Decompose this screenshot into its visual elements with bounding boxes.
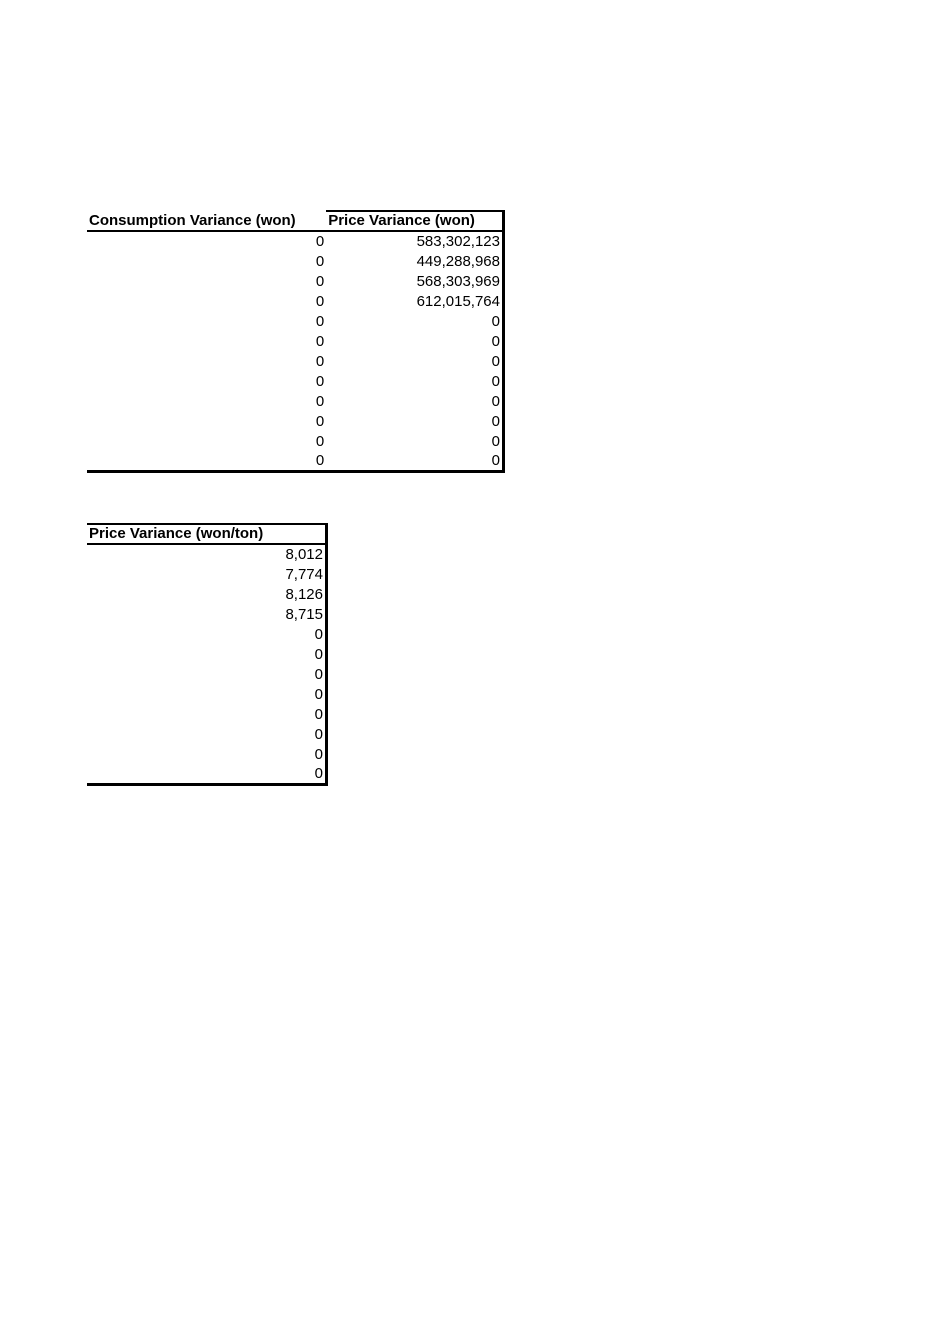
table-row [87,764,327,784]
table-row [87,664,327,684]
table-row [87,231,504,251]
price-variance-per-ton-header[interactable]: Price Variance (won/ton) [87,524,327,544]
table-row [87,724,327,744]
table-row [87,644,327,664]
table-row [87,431,504,451]
table-row [87,564,327,584]
price-variance-cell[interactable]: 449,288,968 [326,251,503,271]
price-variance-cell[interactable]: 0 [326,391,503,411]
table-row [87,604,327,624]
price-variance-per-ton-cell[interactable]: 0 [87,744,327,764]
table-row [87,291,504,311]
consumption-variance-cell[interactable]: 0 [315,313,325,330]
table-row [87,391,504,411]
table-row [87,624,327,644]
consumption-variance-cell[interactable]: 0 [315,293,325,310]
consumption-variance-header[interactable]: Consumption Variance (won) [87,211,326,231]
table-row [87,584,327,604]
price-variance-cell[interactable]: 0 [326,351,503,371]
price-variance-per-ton-cell[interactable]: 0 [87,764,327,784]
consumption-variance-cell[interactable]: 0 [315,373,325,390]
consumption-variance-cell[interactable]: 0 [315,433,325,450]
consumption-variance-cell[interactable]: 0 [315,253,325,270]
consumption-variance-cell[interactable]: 0 [87,451,326,471]
price-variance-per-ton-cell[interactable]: 0 [87,704,327,724]
table-row [87,271,504,291]
table-row [87,451,504,471]
table-row [87,704,327,724]
variance-table-body [87,231,504,471]
table-row [87,251,504,271]
price-variance-cell[interactable]: 583,302,123 [326,231,503,251]
price-variance-cell[interactable]: 0 [326,311,503,331]
price-variance-cell[interactable]: 0 [326,371,503,391]
price-variance-per-ton-cell[interactable]: 0 [87,644,327,664]
table-row [87,371,504,391]
unit-price-variance-table-body [87,544,327,784]
unit-price-variance-table [87,523,328,786]
table-header-row [87,524,327,544]
table-row [87,544,327,564]
price-variance-per-ton-cell[interactable]: 7,774 [87,564,327,584]
consumption-variance-cell[interactable]: 0 [315,233,325,250]
table-row [87,411,504,431]
price-variance-per-ton-cell[interactable]: 0 [87,684,327,704]
price-variance-per-ton-cell[interactable]: 8,012 [87,544,327,564]
consumption-variance-cell[interactable]: 0 [315,273,325,290]
price-variance-cell[interactable]: 612,015,764 [326,291,503,311]
table-header-row [87,211,504,231]
table-row [87,311,504,331]
consumption-variance-cell[interactable]: 0 [315,393,325,410]
table-row [87,684,327,704]
price-variance-per-ton-cell[interactable]: 0 [87,624,327,644]
price-variance-per-ton-cell[interactable]: 0 [87,664,327,684]
table-row [87,351,504,371]
price-variance-header[interactable]: Price Variance (won) [326,211,503,231]
price-variance-cell[interactable]: 0 [326,431,503,451]
table-row [87,331,504,351]
consumption-variance-cell[interactable]: 0 [315,353,325,370]
price-variance-cell[interactable]: 0 [326,451,503,471]
price-variance-cell[interactable]: 0 [326,411,503,431]
price-variance-cell[interactable]: 568,303,969 [326,271,503,291]
variance-table [87,210,505,473]
price-variance-cell[interactable]: 0 [326,331,503,351]
consumption-variance-cell[interactable]: 0 [315,333,325,350]
price-variance-per-ton-cell[interactable]: 8,715 [87,604,327,624]
consumption-variance-cell[interactable]: 0 [315,413,325,430]
price-variance-per-ton-cell[interactable]: 8,126 [87,584,327,604]
table-row [87,744,327,764]
price-variance-per-ton-cell[interactable]: 0 [87,724,327,744]
